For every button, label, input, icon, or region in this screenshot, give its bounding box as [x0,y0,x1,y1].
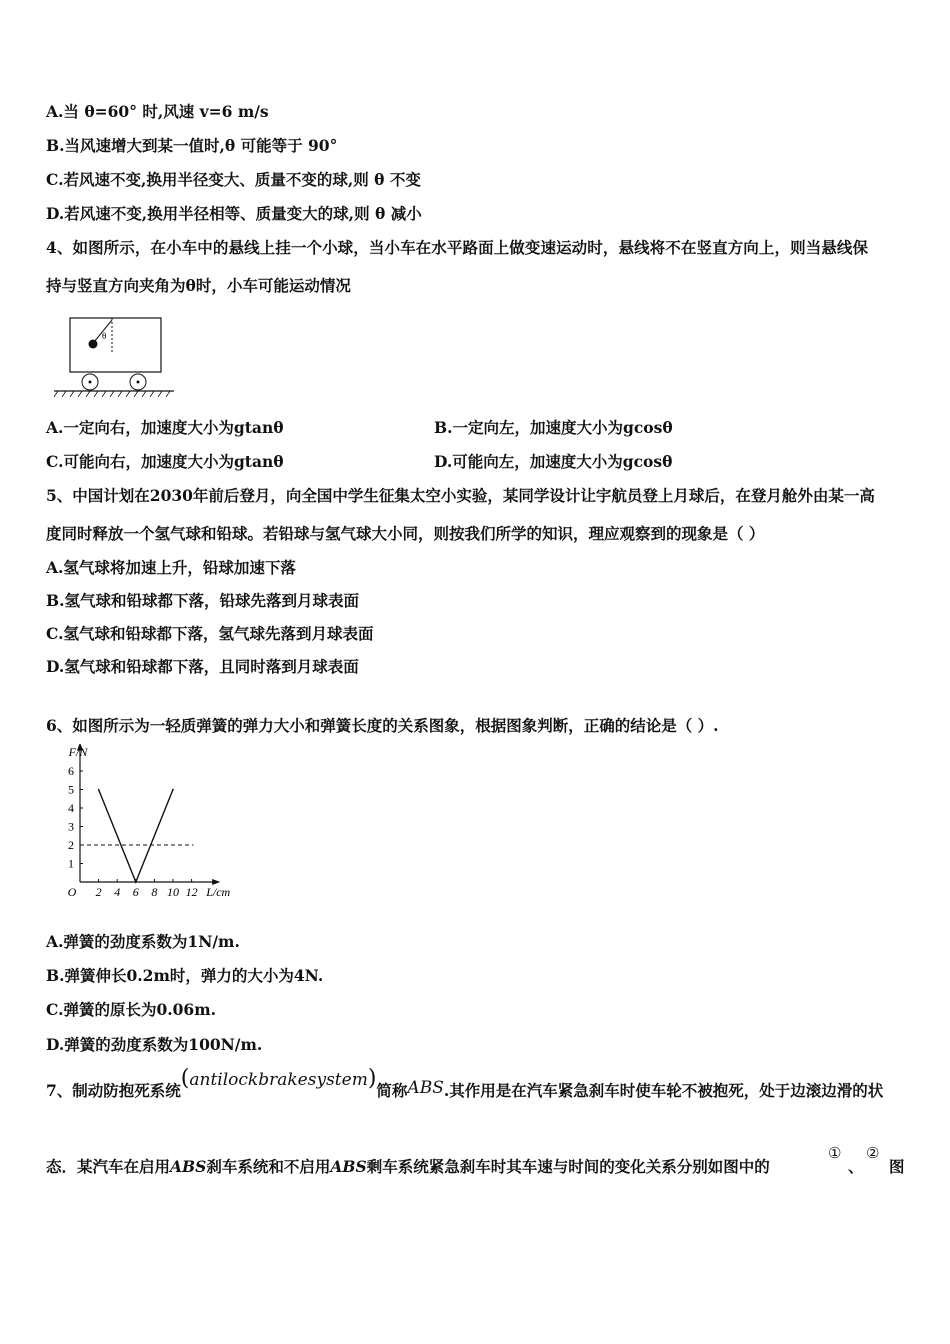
q3-option-c: C.若风速不变,换用半径变大、质量不变的球,则 θ 不变 [46,170,421,189]
q5-option-d: D.氢气球和铅球都下落，且同时落到月球表面 [46,657,359,676]
x-tick-label: 6 [132,885,139,899]
x-tick-label: 2 [95,885,102,899]
q6-option-d: D.弹簧的劲度系数为100N/m. [46,1035,263,1054]
q5-option-b: B.氢气球和铅球都下落，铅球先落到月球表面 [46,591,359,610]
q6-option-c: C.弹簧的原长为0.06m. [46,1000,217,1019]
y-tick-label: 3 [68,819,74,834]
series-point [98,789,100,791]
q7-line2-part3: 剩车系统紧急刹车时其车速与时间的变化关系分别如图中的 [366,1157,770,1176]
q4-stem-line1: 4、如图所示，在小车中的悬线上挂一个小球，当小车在水平路面上做变速运动时，悬线将不在竖直方向上，则当悬线保 [46,238,869,257]
q7-line2-part2: 刹车系统和不启用 [206,1157,331,1176]
q7-line2-part1: 态．某汽车在启用 [46,1157,171,1176]
series-point [135,881,137,883]
q4-option-d: D.可能向左，加速度大小为gcosθ [434,452,673,471]
x-tick-label: 12 [185,885,198,899]
y-tick-label: 6 [68,764,74,778]
cart-pendulum-figure [50,312,180,398]
q7-stem-line2 [46,1157,770,1177]
q5-option-c: C.氢气球和铅球都下落，氢气球先落到月球表面 [46,624,374,643]
q7-stem-part2: 简称 [376,1081,408,1100]
y-tick-label: 4 [68,801,74,815]
q7-line2-abs2: ABS [330,1157,367,1176]
x-tick-label: 10 [167,885,179,899]
x-axis-label: L/cm [206,885,231,899]
q5-stem-line1: 5、中国计划在2030年前后登月，向全国中学生征集太空小实验，某同学设计让宇航员登上月球后，在登月舱外由某一高 [46,486,875,505]
q7-stem-line1 [46,1066,884,1101]
q7-paren-term-wrap: (antilockbrakesystem) [180,1066,377,1091]
q5-option-a: A.氢气球将加速上升，铅球加速下落 [46,558,296,577]
x-tick-label: 4 [114,885,121,899]
q6-option-a: A.弹簧的劲度系数为1N/m. [46,932,240,951]
y-tick-label: 2 [68,838,74,852]
series-point [172,789,174,791]
q7-abbr: ABS [407,1078,444,1098]
q3-option-b: B.当风速增大到某一值时,θ 可能等于 90° [46,136,338,155]
x-tick-label: 8 [151,885,158,899]
q4-option-b: B.一定向左，加速度大小为gcosθ [434,418,673,437]
q7-line2-abs1: ABS [170,1157,207,1176]
series-line [99,790,173,883]
theta-label: θ [102,331,107,341]
q6-option-b: B.弹簧伸长0.2m时，弹力的大小为4N. [46,966,324,985]
q3-option-d: D.若风速不变,换用半径相等、质量变大的球,则 θ 减小 [46,204,422,223]
q4-stem-line2: 持与竖直方向夹角为θ时，小车可能运动情况 [46,276,351,295]
q7-circle1: ① [828,1144,842,1162]
y-tick-label: 1 [68,856,74,871]
q5-stem-line2: 度同时释放一个氢气球和铅球。若铅球与氢气球大小同，则按我们所学的知识，理应观察到的现象是（ ） [46,524,765,543]
y-axis-label: F/N [68,745,88,759]
origin-label: O [67,885,77,899]
q4-option-c: C.可能向右，加速度大小为gtanθ [46,452,284,471]
q7-separator: 、 [848,1157,864,1176]
q7-paren-term: antilockbrakesystem [189,1070,368,1090]
q7-stem-part3: .其作用是在汽车紧急刹车时使车轮不被抱死，处于边滚边滑的状 [443,1081,884,1100]
q3-option-a: A.当 θ=60° 时,风速 v=6 m/s [46,102,269,121]
spring-force-chart [44,744,244,908]
q7-line2-end: 图 [889,1157,905,1176]
q6-stem: 6、如图所示为一轻质弹簧的弹力大小和弹簧长度的关系图象，根据图象判断，正确的结论是（ ）. [46,716,719,735]
y-tick-label: 5 [68,782,74,797]
q4-option-a: A.一定向右，加速度大小为gtanθ [46,418,284,437]
q7-circle2: ② [866,1144,880,1162]
q7-stem-part1: 7、制动防抱死系统 [46,1081,181,1100]
